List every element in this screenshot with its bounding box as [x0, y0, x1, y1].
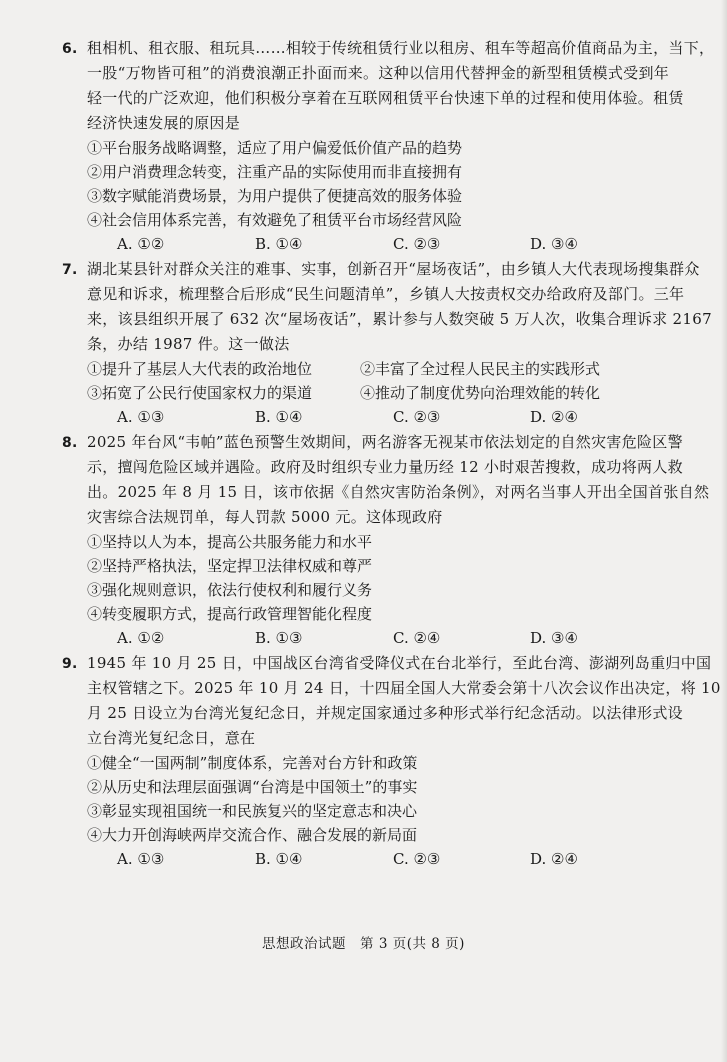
choice-d: D. ②④: [530, 850, 578, 868]
statement-2: ②用户消费理念转变，注重产品的实际使用而非直接拥有: [87, 163, 463, 181]
choice-c: C. ②③: [393, 850, 441, 868]
choice-a: A. ①②: [117, 235, 165, 253]
choice-d: D. ③④: [530, 629, 578, 647]
choice-c: C. ②③: [393, 408, 441, 426]
question-number: 9.: [62, 656, 78, 672]
question-stem-line: 主权管辖之下。2025 年 10 月 24 日，十四届全国人大常委会第十八次会议作出决定，将 10: [87, 679, 721, 697]
choice-d: D. ③④: [530, 235, 578, 253]
question-stem-line: 轻一代的广泛欢迎，他们积极分享着在互联网租赁平台快速下单的过程和使用体验。租赁: [87, 89, 684, 107]
statement-3: ③数字赋能消费场景，为用户提供了便捷高效的服务体验: [87, 187, 463, 205]
question-stem-line: 7. 湖北某县针对群众关注的难事、实事，创新召开“屋场夜话”，由乡镇人大代表现场搜集群众: [62, 260, 700, 278]
question-stem-line: 灾害综合法规罚单，每人罚款 5000 元。这体现政府: [87, 508, 443, 526]
question-stem-line: 示，擅闯危险区域并遇险。政府及时组织专业力量历经 12 小时艰苦搜救，成功将两人救: [87, 458, 683, 476]
question-stem-line: 来，该县组织开展了 632 次“屋场夜话”，累计参与人数突破 5 万人次，收集合理诉求 2167: [87, 310, 712, 328]
statement-2: ②坚持严格执法，坚定捍卫法律权威和尊严: [87, 557, 373, 575]
statement-1: ①提升了基层人大代表的政治地位: [87, 360, 313, 378]
question-stem-line: 一股“万物皆可租”的消费浪潮正扑面而来。这种以信用代替押金的新型租赁模式受到年: [87, 64, 670, 82]
scan-edge-shadow: [721, 0, 727, 1062]
question-stem-line: 意见和诉求，梳理整合后形成“民生问题清单”，乡镇人大按责权交办给政府及部门。三年: [87, 285, 685, 303]
question-stem-line: 条，办结 1987 件。这一做法: [87, 335, 290, 353]
statement-1: ①健全“一国两制”制度体系，完善对台方针和政策: [87, 754, 418, 772]
question-number: 8.: [62, 435, 78, 451]
question-stem-line: 经济快速发展的原因是: [87, 114, 241, 132]
choice-b: B. ①④: [255, 850, 303, 868]
choice-b: B. ①③: [255, 629, 303, 647]
question-number: 6.: [62, 41, 78, 57]
statement-2: ②丰富了全过程人民民主的实践形式: [360, 360, 601, 378]
choice-c: C. ②④: [393, 629, 441, 647]
statement-1: ①坚持以人为本，提高公共服务能力和水平: [87, 533, 373, 551]
question-stem-line: 月 25 日设立为台湾光复纪念日，并规定国家通过多种形式举行纪念活动。以法律形式设: [87, 704, 683, 722]
statement-4: ④社会信用体系完善，有效避免了租赁平台市场经营风险: [87, 211, 463, 229]
statement-3: ③彰显实现祖国统一和民族复兴的坚定意志和决心: [87, 802, 418, 820]
question-stem-line: 立台湾光复纪念日，意在: [87, 729, 256, 747]
choice-a: A. ①③: [117, 408, 165, 426]
statement-1: ①平台服务战略调整，适应了用户偏爱低价值产品的趋势: [87, 139, 463, 157]
choice-a: A. ①③: [117, 850, 165, 868]
statement-2: ②从历史和法理层面强调“台湾是中国领土”的事实: [87, 778, 418, 796]
statement-4: ④大力开创海峡两岸交流合作、融合发展的新局面: [87, 826, 418, 844]
choice-b: B. ①④: [255, 408, 303, 426]
choice-b: B. ①④: [255, 235, 303, 253]
statement-3: ③强化规则意识，依法行使权利和履行义务: [87, 581, 373, 599]
choice-a: A. ①②: [117, 629, 165, 647]
statement-4: ④转变履职方式，提高行政管理智能化程度: [87, 605, 373, 623]
choice-d: D. ②④: [530, 408, 578, 426]
choice-c: C. ②③: [393, 235, 441, 253]
question-stem-line: 9. 1945 年 10 月 25 日，中国战区台湾省受降仪式在台北举行，至此台湾、澎湖列岛重归中国: [62, 654, 712, 672]
question-stem-line: 出。2025 年 8 月 15 日，该市依据《自然灾害防治条例》，对两名当事人开出全国首张自然: [87, 483, 710, 501]
question-number: 7.: [62, 262, 78, 278]
page-footer: 思想政治试题 第 3 页(共 8 页): [262, 936, 465, 952]
statement-4: ④推动了制度优势向治理效能的转化: [360, 384, 601, 402]
statement-3: ③拓宽了公民行使国家权力的渠道: [87, 384, 313, 402]
question-stem-line: 6. 租相机、租衣服、租玩具……相较于传统租赁行业以租房、租车等超高价值商品为主，当下，: [62, 39, 715, 57]
question-stem-line: 8. 2025 年台风“韦帕”蓝色预警生效期间，两名游客无视某市依法划定的自然灾害危险区警: [62, 433, 683, 451]
